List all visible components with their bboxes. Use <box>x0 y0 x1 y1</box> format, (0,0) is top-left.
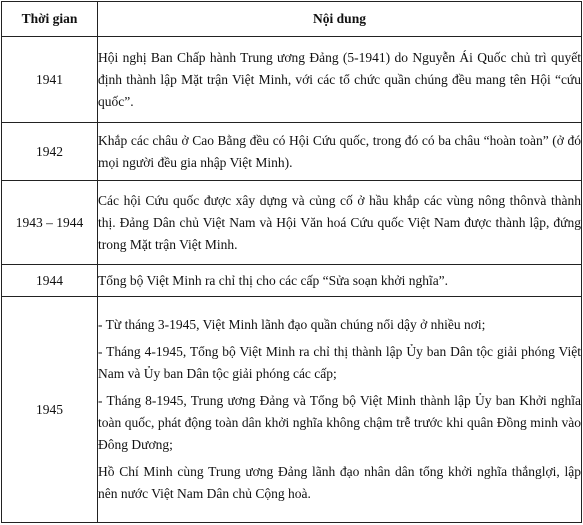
table-row <box>2 181 582 265</box>
header-content: Nội dung <box>98 2 582 37</box>
content-paragraph: Tổng bộ Việt Minh ra chỉ thị cho các cấp “Sửa soạn khởi nghĩa”. <box>98 272 449 288</box>
year-cell: 1941 <box>2 37 98 123</box>
content-cell <box>98 265 582 297</box>
year-cell: 1943 – 1944 <box>2 181 98 265</box>
content-cell <box>98 37 582 123</box>
year-cell: 1945 <box>2 297 98 523</box>
content-paragraph: - Tháng 8-1945, Trung ương Đảng và Tổng bộ Việt Minh thành lập Ủy ban Khởi nghĩa toàn quốc, phát động toàn dân khởi nghĩa không chậm trễ trước khi quân Đồng minh vào Đông Dương; <box>98 393 581 452</box>
content-cell <box>98 123 582 181</box>
content-cell <box>98 181 582 265</box>
year-cell: 1942 <box>2 123 98 181</box>
table-row <box>2 123 582 181</box>
table-row <box>2 297 582 523</box>
content-cell <box>98 297 582 523</box>
table-row <box>2 37 582 123</box>
content-paragraph: Các hội Cứu quốc được xây dựng và củng cố ở hầu khắp các vùng nông thônvà thành thị. Đảng Dân chủ Việt Nam và Hội Văn hoá Cứu quốc Việt Nam được thành lập, đứng trong Mặt trận Việt Minh. <box>98 192 581 252</box>
header-row <box>2 2 582 37</box>
content-paragraph: Hội nghị Ban Chấp hành Trung ương Đảng (5-1941) do Nguyễn Ái Quốc chủ trì quyết định thành lập Mặt trận Việt Minh, với các tổ chức quần chúng đều mang tên Hội “cứu quốc”. <box>98 49 581 109</box>
timeline-table <box>1 1 582 523</box>
content-paragraph: Hồ Chí Minh cùng Trung ương Đảng lãnh đạo nhân dân tổng khởi nghĩa thắnglợi, lập nên nước Việt Nam Dân chủ Cộng hoà. <box>98 464 581 501</box>
content-paragraph: - Từ tháng 3-1945, Việt Minh lãnh đạo quần chúng nổi dậy ở nhiều nơi; <box>98 317 486 332</box>
year-cell: 1944 <box>2 265 98 297</box>
table-row <box>2 265 582 297</box>
content-paragraph: Khắp các châu ở Cao Bằng đều có Hội Cứu quốc, trong đó có ba châu “hoàn toàn” (ở đó mọi người đều gia nhập Việt Minh). <box>98 132 581 170</box>
content-paragraph: - Tháng 4-1945, Tổng bộ Việt Minh ra chỉ thị thành lập Ủy ban Dân tộc giải phóng Việt Nam và Ủy ban Dân tộc giải phóng các cấp; <box>98 344 581 381</box>
header-time: Thời gian <box>2 2 98 37</box>
